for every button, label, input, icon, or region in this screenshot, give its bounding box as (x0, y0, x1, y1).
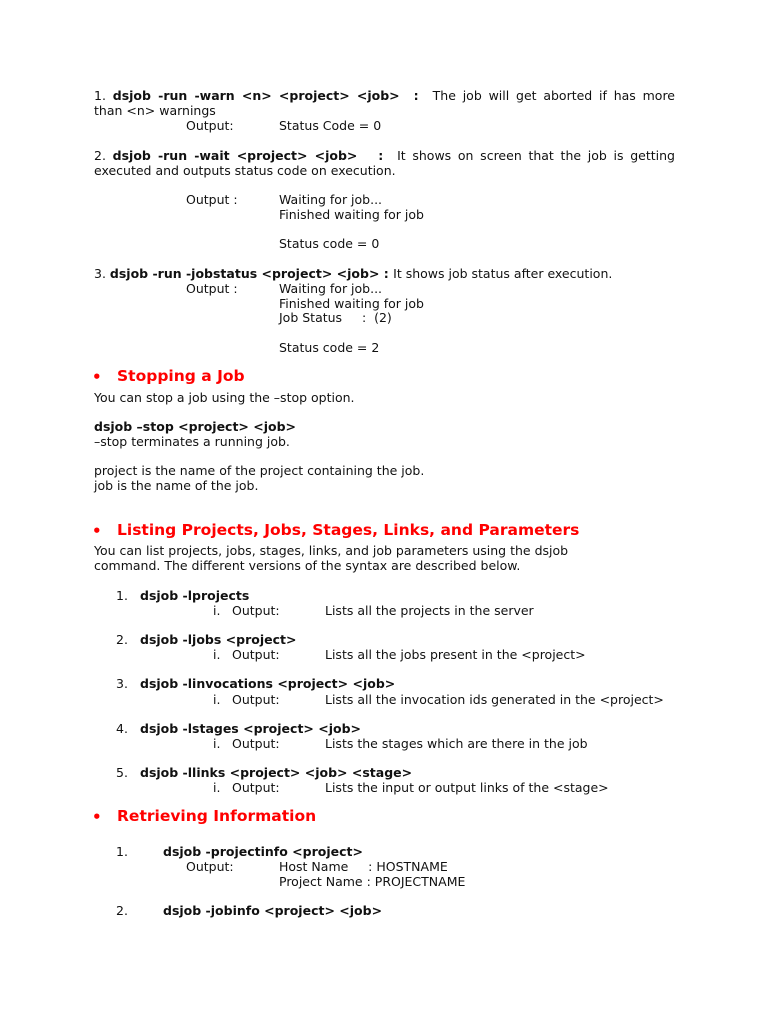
cmd1-desc-cont: than <n> warnings (94, 103, 216, 118)
cmd3-desc: It shows job status after execution. (393, 266, 613, 281)
cmd2-output-line: Waiting for job... (279, 192, 383, 207)
listing-heading: Listing Projects, Jobs, Stages, Links, and Parameters (117, 521, 580, 539)
cmd3-line (94, 266, 612, 281)
cmd2-output-line: Finished waiting for job (279, 207, 424, 222)
cmd1-output-label: Output: (186, 118, 234, 133)
cmd3-output-label: Output : (186, 281, 238, 296)
cmd2-desc-cont: executed and outputs status code on execution. (94, 163, 396, 178)
cmd3-output-line: Status code = 2 (279, 340, 380, 355)
cmd1-number: 1. (94, 88, 106, 103)
list-item-output-value: Lists the input or output links of the <stage> (325, 780, 609, 795)
list-item-output-value: Lists all the invocation ids generated in the <project> (325, 692, 664, 707)
stopping-heading: Stopping a Job (117, 367, 245, 385)
stopping-note: job is the name of the job. (94, 478, 259, 493)
cmd1-output-value: Status Code = 0 (279, 118, 382, 133)
list-item-number: 4. (116, 721, 128, 736)
cmd3-output-line: Job Status : (2) (279, 310, 392, 325)
retrieve-item-command: dsjob -projectinfo <project> (163, 844, 363, 859)
cmd2-output-line: Status code = 0 (279, 236, 380, 251)
cmd3-command: dsjob -run -jobstatus <project> <job> (109, 266, 380, 281)
cmd1-command: dsjob -run -warn <n> <project> <job> (112, 88, 400, 103)
bullet-icon: • (92, 368, 102, 386)
stopping-intro: You can stop a job using the –stop option. (94, 390, 355, 405)
list-item-sub: i. (213, 736, 221, 751)
cmd3-output-line: Waiting for job... (279, 281, 383, 296)
cmd2-number: 2. (94, 148, 106, 163)
stopping-command: dsjob –stop <project> <job> (94, 419, 297, 434)
list-item-output-label: Output: (232, 603, 280, 618)
bullet-icon: • (92, 522, 102, 540)
cmd1-desc: The job will get aborted if has more (432, 88, 675, 103)
cmd3-sep: : (379, 266, 394, 281)
list-item-command: dsjob -lstages <project> <job> (140, 721, 362, 736)
list-item-output-label: Output: (232, 692, 280, 707)
cmd1-line (94, 88, 675, 103)
list-item-command: dsjob -llinks <project> <job> <stage> (140, 765, 413, 780)
cmd1-sep: : (406, 88, 426, 103)
cmd2-output-label: Output : (186, 192, 238, 207)
list-item-command: dsjob -linvocations <project> <job> (140, 676, 396, 691)
cmd3-number: 3. (94, 266, 106, 281)
stopping-note: project is the name of the project containing the job. (94, 463, 425, 478)
listing-intro: command. The different versions of the syntax are described below. (94, 558, 521, 573)
list-item-command: dsjob -ljobs <project> (140, 632, 297, 647)
cmd2-desc: It shows on screen that the job is getting (397, 148, 675, 163)
retrieve-item-output-label: Output: (186, 859, 234, 874)
list-item-command: dsjob -lprojects (140, 588, 250, 603)
list-item-sub: i. (213, 780, 221, 795)
retrieve-item-output-line: Host Name : HOSTNAME (279, 859, 448, 874)
list-item-sub: i. (213, 692, 221, 707)
cmd2-sep: : (364, 148, 391, 163)
retrieve-item-output-line: Project Name : PROJECTNAME (279, 874, 466, 889)
listing-intro: You can list projects, jobs, stages, links, and job parameters using the dsjob (94, 543, 569, 558)
cmd2-command: dsjob -run -wait <project> <job> (112, 148, 358, 163)
list-item-output-value: Lists the stages which are there in the job (325, 736, 588, 751)
list-item-output-label: Output: (232, 736, 280, 751)
list-item-sub: i. (213, 603, 221, 618)
list-item-number: 3. (116, 676, 128, 691)
bullet-icon: • (92, 808, 102, 826)
list-item-output-value: Lists all the projects in the server (325, 603, 534, 618)
retrieve-item-number: 1. (116, 844, 128, 859)
list-item-output-label: Output: (232, 647, 280, 662)
list-item-sub: i. (213, 647, 221, 662)
retrieve-item-command: dsjob -jobinfo <project> <job> (163, 903, 383, 918)
list-item-number: 1. (116, 588, 128, 603)
list-item-output-label: Output: (232, 780, 280, 795)
retrieving-heading: Retrieving Information (117, 807, 317, 825)
cmd3-output-line: Finished waiting for job (279, 296, 424, 311)
cmd2-line (94, 148, 675, 163)
list-item-output-value: Lists all the jobs present in the <project> (325, 647, 586, 662)
retrieve-item-number: 2. (116, 903, 128, 918)
list-item-number: 2. (116, 632, 128, 647)
stopping-desc: –stop terminates a running job. (94, 434, 290, 449)
list-item-number: 5. (116, 765, 128, 780)
